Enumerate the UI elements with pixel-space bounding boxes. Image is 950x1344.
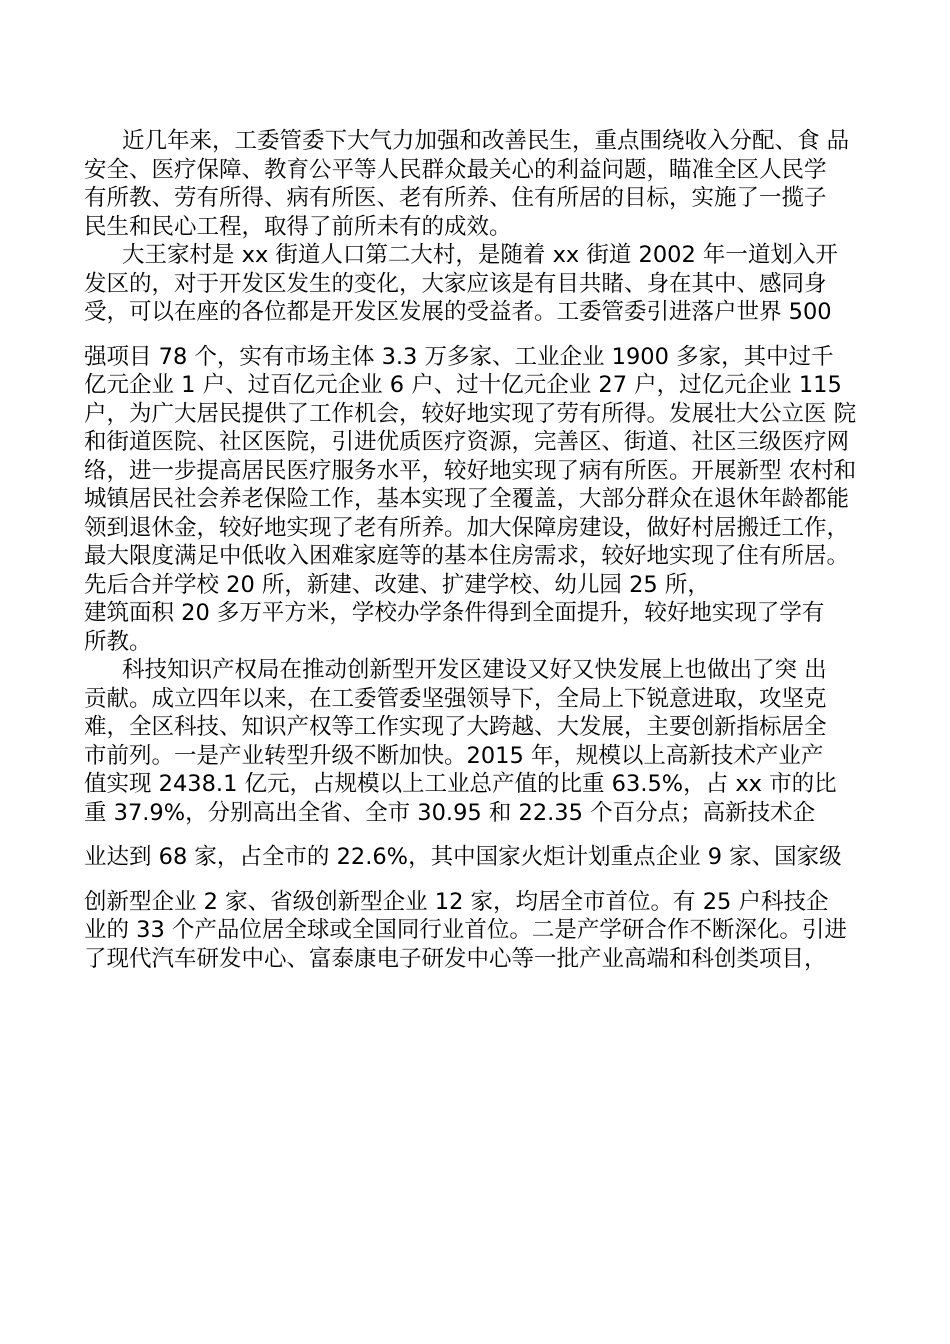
text-line: 近几年来，工委管委下大气力加强和改善民生，重点围绕收入分配、食 品	[122, 128, 850, 154]
text-line: 亿元企业 1 户、过百亿元企业 6 户、过十亿元企业 27 户，过亿元企业 115	[84, 372, 842, 398]
text-line: 有所教、劳有所得、病有所医、老有所养、住有所居的目标，实施了一揽子	[84, 185, 827, 211]
text-line: 发区的，对于开发区发生的变化，大家应该是有目共睹、身在其中、感同身	[84, 270, 827, 297]
text-line: 民生和民心工程，取得了前所未有的成效。	[84, 213, 512, 240]
text-line: 大王家村是 xx 街道人口第二大村，是随着 xx 街道 2002 年一道划入开	[122, 242, 838, 268]
text-line: 重 37.9%，分别高出全省、全市 30.95 和 22.35 个百分点；高新技术企	[84, 799, 816, 826]
text-line: 值实现 2438.1 亿元，占规模以上工业总产值的比重 63.5%，占 xx 市的比	[84, 771, 837, 797]
text-line: 强项目 78 个，实有市场主体 3.3 万多家、工业企业 1900 多家，其中过千	[84, 343, 834, 370]
text-line: 和街道医院、社区医院，引进优质医疗资源，完善区、街道、社区三级医疗网	[84, 429, 850, 455]
text-line: 市前列。一是产业转型升级不断加快。2015 年，规模以上高新技术产业产	[84, 742, 824, 769]
text-line: 最大限度满足中低收入困难家庭等的基本住房需求，较好地实现了住有所居。	[84, 543, 850, 569]
text-line: 安全、医疗保障、教育公平等人民群众最关心的利益问题，瞄准全区人民学	[84, 156, 827, 183]
document-body	[84, 127, 929, 973]
text-line: 了现代汽车研发中心、富泰康电子研发中心等一批产业高端和科创类项目，	[84, 945, 827, 972]
text-line: 受，可以在座的各位都是开发区发展的受益者。工委管委引进落户世界 500	[84, 299, 832, 325]
text-line: 络，进一步提高居民医疗服务水平，较好地实现了病有所医。开展新型 农村和	[84, 457, 857, 484]
text-line: 先后合并学校 20 所，新建、改建、扩建学校、幼儿园 25 所，	[84, 571, 710, 598]
text-line: 科技知识产权局在推动创新型开发区建设又好又快发展上也做出了突 出	[122, 657, 827, 683]
text-line: 所教。	[84, 628, 152, 655]
text-line: 贡献。成立四年以来，在工委管委坚强领导下，全局上下锐意进取，攻坚克	[84, 685, 827, 712]
text-line: 领到退休金，较好地实现了老有所养。加大保障房建设，做好村居搬迁工作，	[84, 514, 850, 541]
text-line: 建筑面积 20 多万平方米，学校办学条件得到全面提升，较好地实现了学有	[84, 600, 825, 626]
text-line: 户，为广大居民提供了工作机会，较好地实现了劳有所得。发展壮大公立医 院	[84, 400, 857, 427]
text-line: 创新型企业 2 家、省级创新型企业 12 家，均居全市首位。有 25 户科技企	[84, 888, 829, 915]
text-line: 业达到 68 家，占全市的 22.6%，其中国家火炬计划重点企业 9 家、国家级	[84, 844, 842, 870]
text-line: 难，全区科技、知识产权等工作实现了大跨越、大发展，主要创新指标居全	[84, 714, 827, 740]
text-line: 城镇居民社会养老保险工作，基本实现了全覆盖，大部分群众在退休年龄都能	[84, 486, 850, 512]
text-line: 业的 33 个产品位居全球或全国同行业首位。二是产学研合作不断深化。引进	[84, 917, 847, 943]
